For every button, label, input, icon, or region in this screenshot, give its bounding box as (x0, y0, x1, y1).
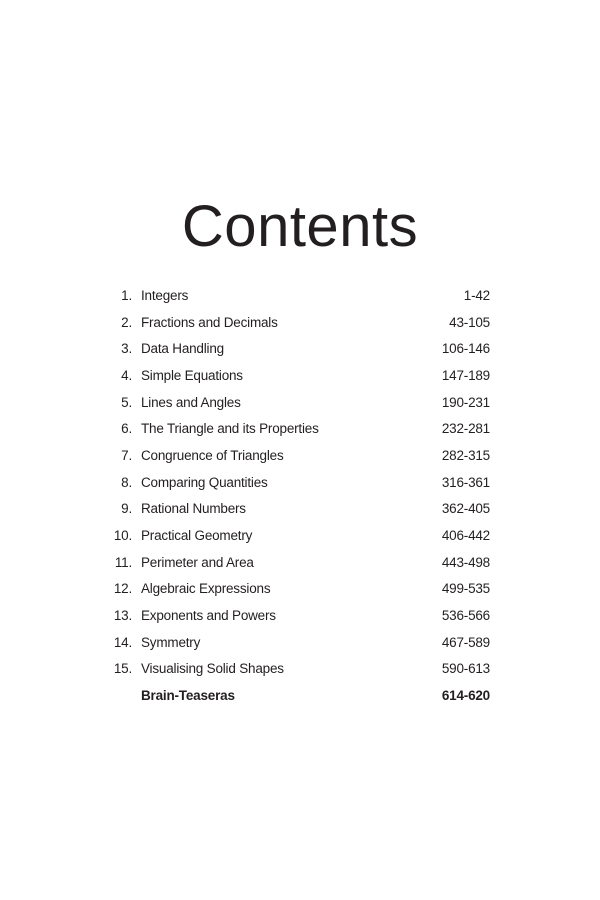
entry-number: 8. (121, 474, 132, 490)
entry-pages: 614-620 (441, 688, 490, 704)
entry-title: Fractions and Decimals (141, 314, 278, 330)
entry-pages: 467-589 (441, 634, 490, 650)
toc-entry (0, 473, 600, 493)
entry-title: Symmetry (141, 634, 201, 650)
entry-title: Rational Numbers (141, 501, 246, 517)
entry-number: 2. (121, 314, 132, 330)
entry-pages: 499-535 (441, 581, 490, 597)
entry-title: Integers (141, 288, 189, 303)
entry-number: 11. (114, 554, 132, 570)
toc-entry (0, 579, 600, 599)
toc-entry (0, 659, 600, 679)
entry-title: Lines and Angles (141, 394, 241, 410)
entry-pages: 590-613 (441, 661, 490, 677)
entry-title: Exponents and Powers (141, 608, 276, 624)
entry-pages: 43-105 (449, 314, 490, 330)
toc-entry (0, 499, 600, 519)
toc-entry (0, 526, 600, 546)
entry-pages: 443-498 (441, 554, 490, 570)
entry-pages: 316-361 (441, 474, 490, 490)
entry-title: Perimeter and Area (141, 554, 254, 570)
entry-title: Comparing Quantities (141, 474, 268, 490)
entry-title: Algebraic Expressions (141, 581, 271, 597)
entry-number: 9. (121, 501, 132, 517)
entry-pages: 147-189 (441, 368, 490, 383)
entry-pages: 362-405 (441, 501, 490, 517)
entry-number: 7. (121, 448, 132, 464)
toc-entry (0, 313, 600, 333)
entry-title: Visualising Solid Shapes (141, 661, 284, 677)
toc-entry (0, 286, 600, 306)
entry-pages: 232-281 (441, 421, 490, 437)
entry-title: Brain-Teaseras (141, 688, 235, 704)
entry-title: Congruence of Triangles (141, 448, 284, 464)
toc-entry (0, 366, 600, 386)
entry-number: 3. (121, 341, 132, 357)
toc-entry (0, 553, 600, 573)
toc-entry (0, 686, 600, 706)
toc-entry (0, 339, 600, 359)
toc-entry (0, 446, 600, 466)
entry-title: Practical Geometry (141, 528, 253, 544)
entry-number: 5. (121, 394, 132, 410)
entry-title: Simple Equations (141, 368, 243, 383)
entry-title: Data Handling (141, 341, 224, 357)
entry-pages: 1-42 (463, 288, 490, 303)
entry-number: 6. (121, 421, 132, 437)
entry-number: 1. (121, 288, 132, 303)
entry-title: The Triangle and its Properties (141, 421, 319, 437)
entry-number: 13. (113, 608, 132, 624)
entry-pages: 190-231 (441, 394, 490, 410)
entry-number: 12. (113, 581, 132, 597)
entry-pages: 106-146 (441, 341, 490, 357)
toc-entry (0, 393, 600, 413)
entry-pages: 282-315 (441, 448, 490, 464)
toc-entry (0, 606, 600, 626)
entry-number: 14. (113, 634, 132, 650)
page-title: Contents (181, 194, 419, 259)
entry-number: 10. (113, 528, 132, 544)
toc-entry (0, 419, 600, 439)
entry-number: 15. (113, 661, 132, 677)
entry-number: 4. (121, 368, 132, 383)
entry-pages: 406-442 (441, 528, 490, 544)
entry-pages: 536-566 (441, 608, 490, 624)
toc-entry (0, 633, 600, 653)
